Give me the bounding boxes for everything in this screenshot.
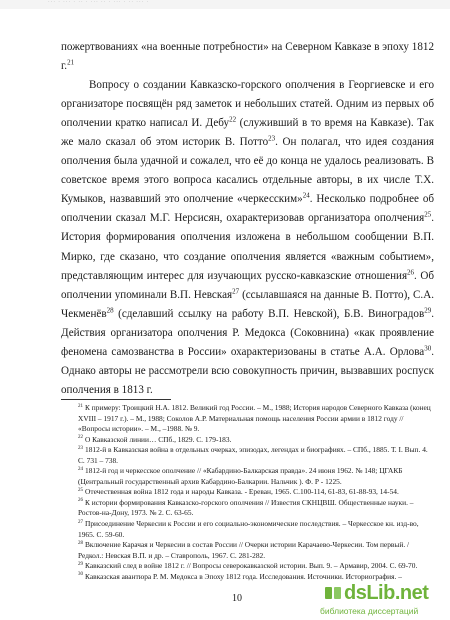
footnote-text: Кавказский след в войне 1812 г. // Вопросы северокавказской истории. Вып. 9. – Армавир, 2004. С. 69-70. [85, 561, 418, 571]
footnote-24 [78, 466, 434, 487]
footnote-text: Отечественная война 1812 года и народы Кавказа. - Ереван, 1965. С.100-114, 61-83, 61-88-93, 14-54. [85, 487, 399, 497]
footnote-separator [61, 399, 171, 400]
footnote-number: 25 [78, 487, 83, 493]
footnote-26 [78, 498, 434, 519]
footnote-number: 30 [78, 572, 83, 578]
footnote-text: 1812-й год и черкесское ополчение // «Кабардино-Балкарская правда». 24 июня 1962. № 148; ЦГАКБ (Центральный государственный архив Кабардино-Балкарии. Нальчик ). Ф. Р - 1225. [78, 466, 403, 486]
footnote-22 [78, 435, 434, 446]
page-number: 10 [232, 593, 242, 604]
watermark [320, 582, 444, 616]
footnote-text: Кавказская авантюра Р. М. Медокса в Эпоху 1812 года. Исследования. Источники. Историография. – [85, 571, 402, 581]
footnote-30 [78, 572, 434, 583]
footnote-number: 24 [78, 466, 83, 472]
footnote-number: 26 [78, 498, 83, 504]
watermark-logo: dsLib.net [344, 582, 429, 604]
footnote-text: 1812-й в Кавказская война в отдельных очерках, эпизодах, легендах и биографиях. – СПб., 1885. Т. I. Вып. 4. С. 731 – 738. [78, 445, 428, 465]
footnotes [78, 403, 434, 582]
footnote-21 [78, 403, 434, 435]
footnote-27 [78, 519, 434, 540]
scan-header-text: ··· · ··· · ·· · ··· ·· · ··· · ·· ··· · [48, 0, 150, 5]
footnote-text: К истории формирования Кавказско-горского ополчения // Известия СКНЦВШ. Общественные науки. – Ростов-на-Дону, 1973. № 2. С. 63-65. [78, 497, 414, 518]
footnote-number: 28 [78, 540, 83, 546]
footnote-text: Включение Карачая и Черкесии в состав России // Очерки истории Карачаево-Черкесии. Том первый. / Редкол.: Невская В.П. и др. – Ставрополь, 1967. С. 281-282. [78, 540, 410, 560]
footnote-number: 22 [78, 435, 83, 441]
footnote-number: 29 [78, 561, 83, 567]
footnote-29 [78, 561, 434, 572]
footnote-28 [78, 540, 434, 561]
main-text [61, 38, 434, 400]
footnote-number: 23 [78, 445, 83, 451]
footnote-25 [78, 487, 434, 498]
paragraph-2: Вопросу о создании Кавказско-горского ополчения в Георгиевске и его организаторе посвящён ряд заметок и небольших статей. Одним из первых об ополчении кратко написал И. Дебу$^{22}$ (служивший в то время на Кавказе). Так же мало сказал об этом историк В. Потто$^{23}$. Он полагал, что идея создания ополчения была удачной и сожалел, что её до конца не удалось реализовать. В советское время этого вопроса касались отдельные авторы, в их числе Т.Х. Кумыков, назвавший это ополчение «черкесским»$^{24}$. Несколько подробнее об ополчении сказал М.Г. Нерсисян, охарактеризовав организатора ополчения$^{25}$. История формирования ополчения изложена в небольшом сообщении В.П. Мирко, где сказано, что создание ополчения является «важным событием», представляющим интерес для изучающих русско-кавказские отношения$^{26}$. Об ополчении упоминали В.П. Невская$^{27}$ (ссылавшаяся на данные В. Потто), С.А. Чекменёв$^{28}$ (сделавший ссылку на работу В.П. Невской), Б.В. Виноградов$^{29}$. Действия организатора ополчения Р. Медокса (Соковнина) «как проявление феномена самозванства в России» охарактеризованы в статье А.А. Орлова$^{30}$. Однако авторы не рассмотрели всю совокупность причин, вызвавших роспуск ополчения в 1813 г. [61, 79, 435, 396]
paragraph-1: пожертвованиях «на военные потребности» на Северном Кавказе в эпоху 1812 г.$^{21}$ [61, 41, 434, 73]
watermark-subtitle: библиотека диссертаций [320, 606, 419, 616]
dslib-logo-icon [324, 584, 342, 602]
footnote-text: К примеру: Троицкий Н.А. 1812. Великий год России. – М., 1988; История народов Северного Кавказа (конец XVIII – 1917 г.). – М., 1988; Соколов А.Р. Материальная помощь населения России армии в 1812 году // «Вопросы истории». – М., –1988. № 9. [78, 403, 431, 434]
scan-header-strip [0, 0, 450, 9]
footnote-number: 27 [78, 519, 83, 525]
footnote-text: Присоединение Черкесии к России и его социально-экономические последствия. – Черкесское кн. изд-во, 1965. С. 59-60. [78, 519, 419, 539]
footnote-number: 21 [78, 403, 83, 409]
footnote-text: О Кавказской линии… СПб., 1829. С. 179-183. [85, 434, 232, 444]
footnote-23 [78, 445, 434, 466]
